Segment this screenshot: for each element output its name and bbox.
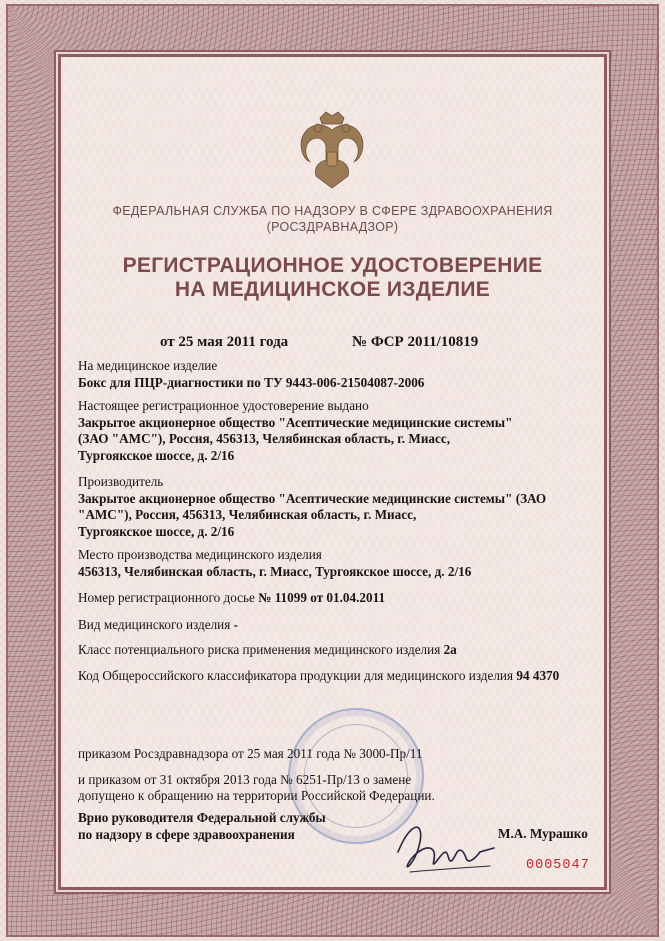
production-value: 456313, Челябинская область, г. Миасс, Тургоякское шоссе, д. 2/16: [78, 563, 472, 579]
kind-label: Вид медицинского изделия: [78, 617, 231, 632]
signatory-position: [78, 810, 378, 843]
serial-number: 0005047: [526, 858, 590, 873]
manufacturer-section: [78, 474, 598, 540]
document-title: РЕГИСТРАЦИОННОЕ УДОСТОВЕРЕНИЕ: [122, 254, 543, 277]
okp-section: [78, 668, 598, 685]
issued-to-section: [78, 398, 598, 464]
signatory-name: М.А. Мурашко: [498, 826, 588, 841]
agency-abbreviation: (РОСЗДРАВНАДЗОР): [266, 220, 399, 234]
coat-of-arms-emblem: [292, 108, 372, 198]
order-line: и приказом от 31 октября 2013 года № 6251-Пр/13 о замене: [78, 771, 412, 787]
risk-value: 2а: [443, 642, 457, 657]
order-line: приказом Росздравнадзора от 25 мая 2011 года № 3000-Пр/11: [78, 746, 423, 761]
agency-name: ФЕДЕРАЛЬНАЯ СЛУЖБА ПО НАДЗОРУ В СФЕРЕ ЗДРАВООХРАНЕНИЯ: [112, 204, 553, 218]
okp-label: Код Общероссийского классификатора продукции для медицинского изделия: [78, 668, 514, 683]
device-section: [78, 358, 598, 391]
issue-date: от 25 мая 2011 года: [160, 334, 289, 350]
kind-value: -: [233, 617, 238, 632]
okp-value: 94 4370: [516, 668, 560, 683]
manufacturer-line: "АМС"), Россия, 456313, Челябинская область, г. Миасс,: [78, 507, 417, 522]
orders-section: [78, 746, 598, 805]
device-value: Бокс для ПЦР-диагностики по ТУ 9443-006-21504087-2006: [78, 374, 425, 390]
manufacturer-label: Производитель: [78, 474, 164, 489]
signatory-name-block: [498, 826, 608, 843]
issued-line: Закрытое акционерное общество "Асептические медицинские системы": [78, 414, 513, 430]
signatory-position-line: по надзору в сфере здравоохранения: [78, 826, 295, 842]
risk-label: Класс потенциального риска применения медицинского изделия: [78, 642, 441, 657]
document-subtitle: НА МЕДИЦИНСКОЕ ИЗДЕЛИЕ: [174, 278, 491, 301]
manufacturer-line: Тургоякское шоссе, д. 2/16: [78, 523, 235, 539]
certificate-number: № ФСР 2011/10819: [352, 334, 479, 350]
dossier-label: Номер регистрационного досье: [78, 590, 255, 605]
handwritten-signature: [390, 812, 500, 882]
dossier-section: [78, 590, 598, 607]
issued-line: (ЗАО "АМС"), Россия, 456313, Челябинская область, г. Миасс,: [78, 431, 451, 446]
risk-class-section: [78, 642, 598, 659]
order-line: допущено к обращению на территории Российской Федерации.: [78, 788, 435, 803]
device-label: На медицинское изделие: [78, 358, 218, 373]
production-section: [78, 547, 598, 580]
issued-line: Тургоякское шоссе, д. 2/16: [78, 447, 235, 463]
dossier-value: № 11099 от 01.04.2011: [258, 590, 386, 605]
production-label: Место производства медицинского изделия: [78, 547, 322, 562]
kind-section: [78, 617, 598, 634]
issued-label: Настоящее регистрационное удостоверение выдано: [78, 398, 369, 413]
manufacturer-line: Закрытое акционерное общество "Асептические медицинские системы" (ЗАО: [78, 490, 547, 506]
signatory-position-line: Врио руководителя Федеральной службы: [78, 810, 326, 825]
